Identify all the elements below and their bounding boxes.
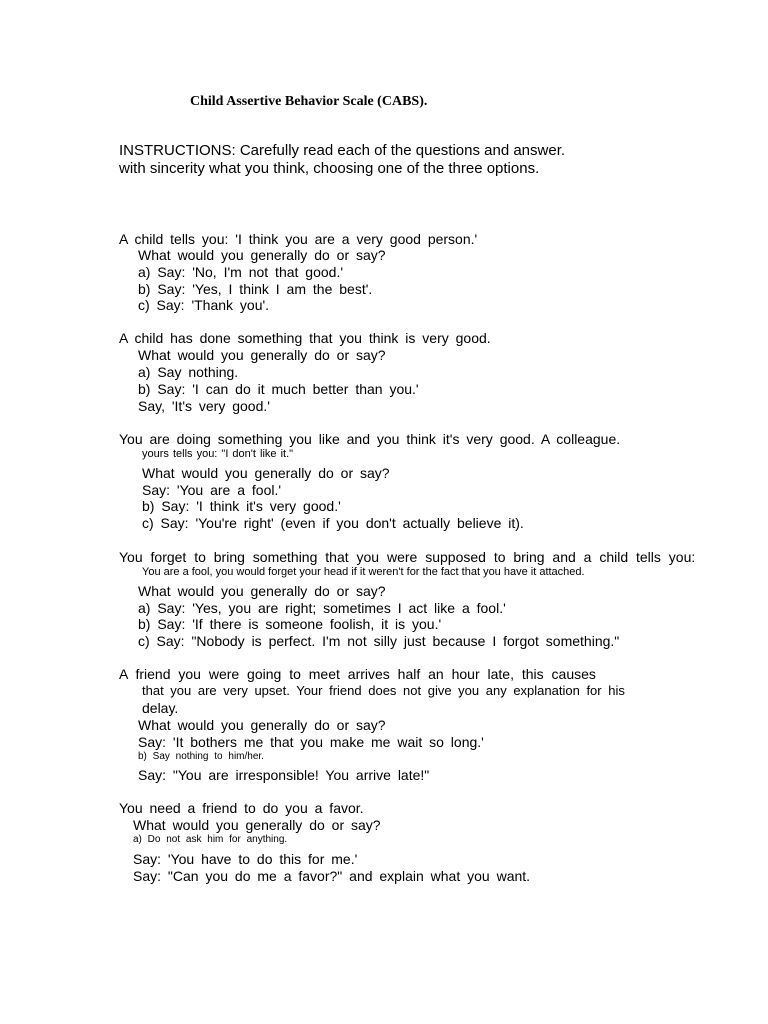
q3-question: What would you generally do or say?: [142, 465, 390, 481]
q2-option-b: b) Say: 'I can do it much better than you.': [138, 381, 419, 397]
q5-option-a: Say: 'It bothers me that you make me wait so long.': [138, 734, 484, 750]
instructions: [119, 142, 565, 178]
q3-prompt-cont: yours tells you: "I don't like it.": [142, 448, 294, 460]
q6-option-a: a) Do not ask him for anything.: [133, 834, 288, 845]
instructions-line-1: INSTRUCTIONS: Carefully read each of the questions and answer.: [119, 142, 566, 159]
q1-option-c: c) Say: 'Thank you'.: [138, 297, 270, 313]
q4-option-b: b) Say: 'If there is someone foolish, it is you.': [138, 616, 442, 632]
q3-option-a: Say: 'You are a fool.': [142, 482, 282, 498]
q4-question: What would you generally do or say?: [138, 583, 386, 599]
q5-question: What would you generally do or say?: [138, 717, 386, 733]
q5-option-b: b) Say nothing to him/her.: [138, 751, 264, 762]
q2-option-c: Say, 'It's very good.': [138, 398, 270, 414]
q5-option-c: Say: "You are irresponsible! You arrive late!": [138, 767, 430, 783]
q1-question: What would you generally do or say?: [138, 247, 386, 263]
q2-prompt: A child has done something that you think is very good.: [119, 330, 491, 346]
q6-question: What would you generally do or say?: [133, 817, 381, 833]
q5-prompt: A friend you were going to meet arrives half an hour late, this causes: [119, 666, 596, 682]
q5-prompt-cont: that you are very upset. Your friend does not give you any explanation for his: [142, 683, 625, 698]
q2-question: What would you generally do or say?: [138, 347, 386, 363]
q3-option-c: c) Say: 'You're right' (even if you don't actually believe it).: [142, 515, 524, 531]
q5-prompt-end: delay.: [142, 700, 179, 716]
q1-option-a: a) Say: 'No, I'm not that good.': [138, 264, 344, 280]
document-title: Child Assertive Behavior Scale (CABS).: [190, 94, 428, 109]
q6-option-c: Say: "Can you do me a favor?" and explain what you want.: [133, 868, 531, 884]
q1-prompt: A child tells you: 'I think you are a very good person.': [119, 231, 478, 247]
q3-prompt: You are doing something you like and you think it's very good. A colleague.: [119, 431, 621, 447]
q3-option-b: b) Say: 'I think it's very good.': [142, 498, 341, 514]
q4-prompt-cont: You are a fool, you would forget your head if it weren't for the fact that you have it attached.: [142, 566, 585, 578]
q4-prompt: You forget to bring something that you were supposed to bring and a child tells you:: [119, 549, 696, 565]
q6-prompt: You need a friend to do you a favor.: [119, 800, 364, 816]
q1-option-b: b) Say: 'Yes, I think I am the best'.: [138, 281, 373, 297]
q6-option-b: Say: 'You have to do this for me.': [133, 851, 358, 867]
instructions-line-2: with sincerity what you think, choosing one of the three options.: [119, 160, 540, 177]
q2-option-a: a) Say nothing.: [138, 364, 239, 380]
q4-option-a: a) Say: 'Yes, you are right; sometimes I act like a fool.': [138, 600, 506, 616]
q4-option-c: c) Say: "Nobody is perfect. I'm not silly just because I forgot something.": [138, 633, 620, 649]
